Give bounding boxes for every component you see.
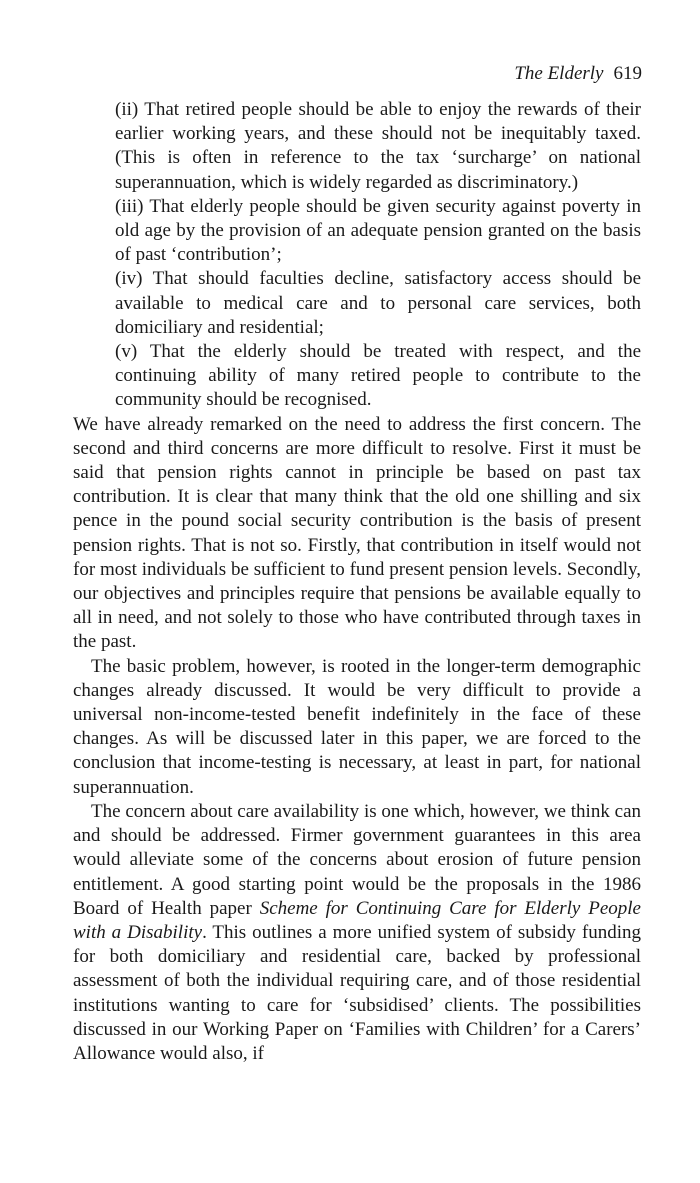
page-body [73,98,641,1066]
paragraph-care-availability [73,800,641,1066]
list-item-ii: (ii) That retired people should be able to enjoy the rewards of their earlier working years, and these should not be inequitably taxed. (This is often in reference to the tax ‘surcharge’ on national superannuation, which is widely regarded as discriminatory.) [115,99,641,193]
list-item-iii: (iii) That elderly people should be given security against poverty in old age by the provision of an adequate pension granted on the basis of past ‘contribution’; [115,195,641,266]
paragraph-text-end: . This outlines a more unified system of subsidy funding for both domiciliary and residential care, backed by professional assessment of both the individual requiring care, and of those residential institutions wanting to care for ‘subsidised’ clients. The possibilities discussed in our Working Paper on ‘Families with Children’ for a Carers’ Allowance would also, if [73,921,641,1064]
cited-paper-title: Scheme for Continuing Care for Elderly People with a Disability [73,897,641,943]
paragraph-text-start: The concern about care availability is one which, however, we think can and should be addressed. Firmer government guarantees in this area would alleviate some of the concerns about erosion of future pension entitlement. A good starting point would be the proposals in the 1986 Board of Health paper [73,800,641,919]
running-title: The Elderly [514,63,604,84]
running-head [514,62,642,86]
paragraph-demographic-problem: The basic problem, however, is rooted in the longer-term demographic changes already discussed. It would be very difficult to provide a universal non-income-tested benefit indefinitely in the face of these changes. As will be discussed later in this paper, we are forced to the conclusion that income-testing is necessary, at least in part, for national superannuation. [73,655,641,798]
list-item-iv: (iv) That should faculties decline, satisfactory access should be available to medical care and to personal care services, both domiciliary and residential; [115,268,641,338]
paragraph-concerns: We have already remarked on the need to address the first concern. The second and third concerns are more difficult to resolve. First it must be said that pension rights cannot in principle be based on past tax contribution. It is clear that many think that the old one shilling and six pence in the pound social security contribution is the basis of present pension rights. That is not so. Firstly, that contribution in itself would not for most individuals be sufficient to fund present pension levels. Secondly, our objectives and principles require that pensions be available equally to all in need, and not solely to those who have contributed through taxes in the past. [73,413,641,653]
list-item-v: (v) That the elderly should be treated with respect, and the continuing ability of many retired people to contribute to the community should be recognised. [115,341,641,411]
page-number: 619 [613,63,642,84]
